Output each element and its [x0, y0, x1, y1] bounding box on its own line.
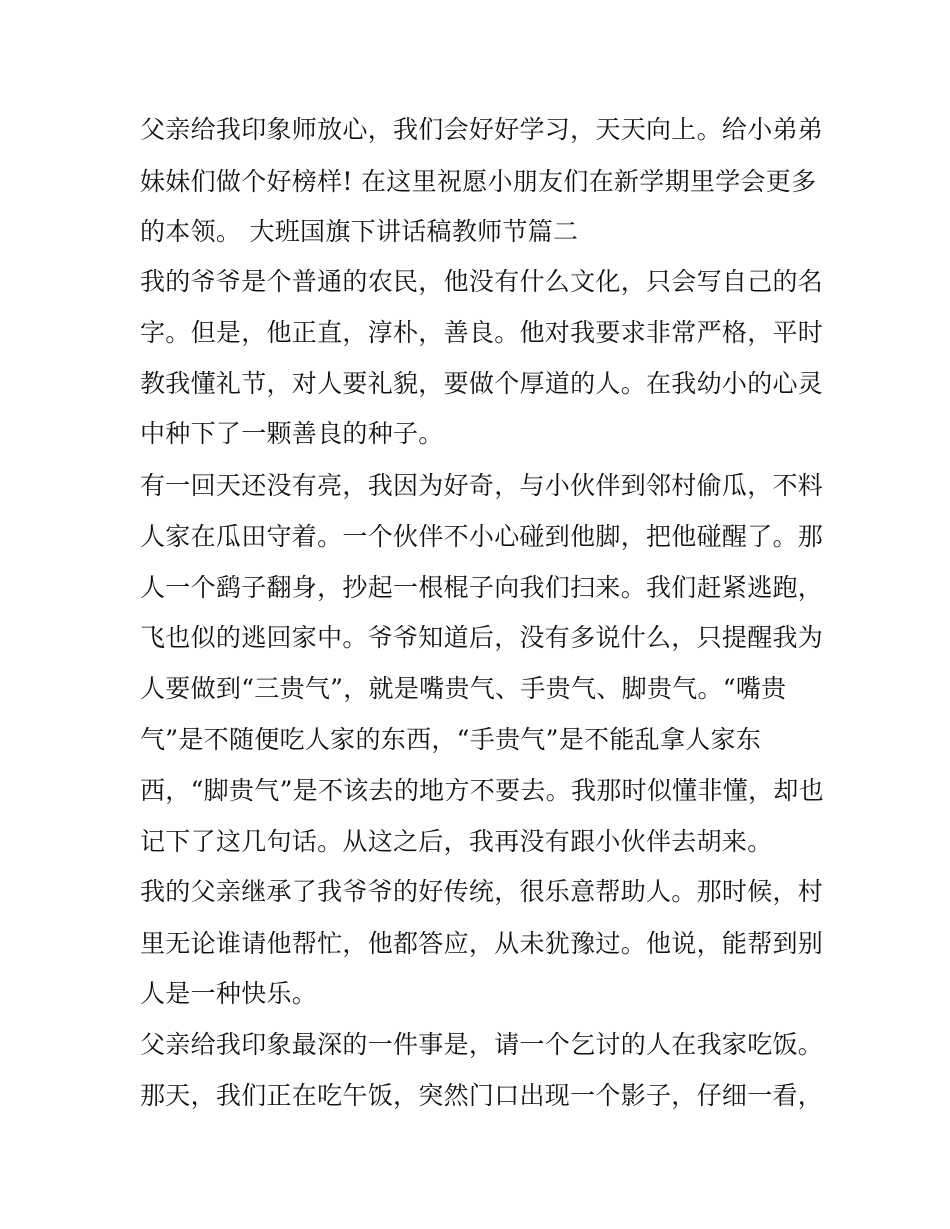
- text-line: 里无论谁请他帮忙，他都答应，从未犹豫过。他说，能帮到别: [140, 929, 824, 958]
- text-line: 的本领。 大班国旗下讲话稿教师节篇二: [140, 217, 579, 246]
- text-line: 人要做到“三贵气”，就是嘴贵气、手贵气、脚贵气。“嘴贵: [140, 674, 787, 703]
- text-line: 人家在瓜田守着。一个伙伴不小心碰到他脚，把他碰醒了。那: [140, 522, 824, 551]
- text-line: 父亲给我印象师放心，我们会好好学习，天天向上。给小弟弟: [140, 115, 824, 144]
- text-line: 气”是不随便吃人家的东西，“手贵气”是不能乱拿人家东: [140, 725, 762, 754]
- text-line: 中种下了一颗善良的种子。: [140, 419, 444, 448]
- text-line: 飞也似的逃回家中。爷爷知道后，没有多说什么，只提醒我为: [140, 623, 824, 652]
- text-line: 我的父亲继承了我爷爷的好传统，很乐意帮助人。那时候，村: [140, 877, 824, 906]
- text-line: 教我懂礼节，对人要礼貌，要做个厚道的人。在我幼小的心灵: [140, 369, 824, 398]
- text-line: 记下了这几句话。从这之后，我再没有跟小伙伴去胡来。: [140, 827, 773, 856]
- text-line: 有一回天还没有亮，我因为好奇，与小伙伴到邻村偷瓜，不料: [140, 471, 824, 500]
- text-line: 人一个鹞子翻身，抄起一根棍子向我们扫来。我们赶紧逃跑，: [140, 573, 824, 602]
- text-line: 人是一种快乐。: [140, 979, 318, 1008]
- text-line: 我的爷爷是个普通的农民，他没有什么文化，只会写自己的名: [140, 267, 824, 296]
- text-line: 妹妹们做个好榜样! 在这里祝愿小朋友们在新学期里学会更多: [140, 167, 817, 196]
- text-line: 字。但是，他正直，淳朴，善良。他对我要求非常严格，平时: [140, 318, 824, 347]
- text-line: 西，“脚贵气”是不该去的地方不要去。我那时似懂非懂，却也: [140, 776, 824, 805]
- text-line: 父亲给我印象最深的一件事是，请一个乞讨的人在我家吃饭。: [140, 1030, 824, 1059]
- text-line: 那天，我们正在吃午饭，突然门口出现一个影子，仔细一看，: [140, 1081, 824, 1110]
